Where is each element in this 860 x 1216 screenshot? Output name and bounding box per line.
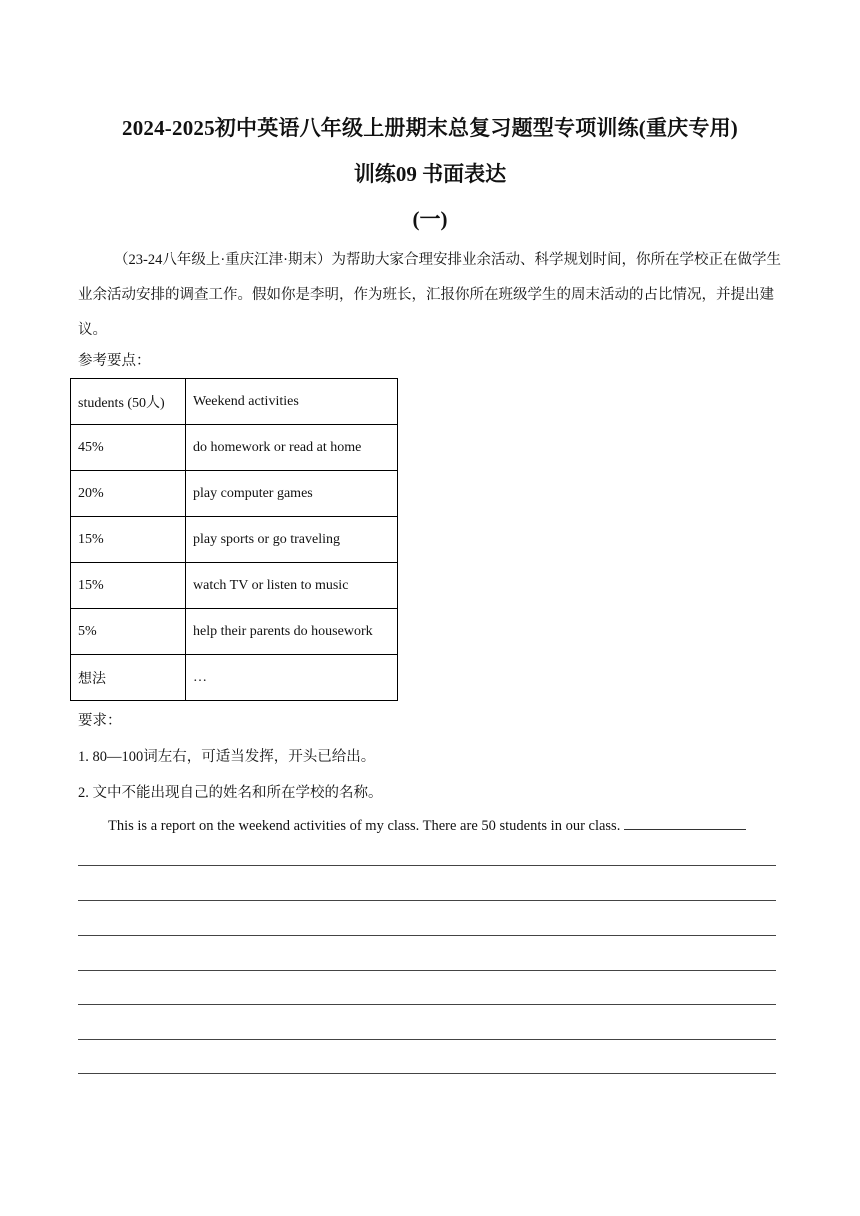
answer-line[interactable] bbox=[78, 900, 776, 901]
reference-points-label: 参考要点： bbox=[78, 353, 151, 369]
table-cell: Weekend activities bbox=[186, 379, 398, 425]
table-cell: 15% bbox=[71, 563, 186, 609]
table-cell: 想法 bbox=[71, 655, 186, 701]
answer-line[interactable] bbox=[78, 1073, 776, 1074]
table-cell: 45% bbox=[71, 425, 186, 471]
table-cell: watch TV or listen to music bbox=[186, 563, 398, 609]
table-cell: do homework or read at home bbox=[186, 425, 398, 471]
table-row bbox=[71, 425, 398, 471]
essay-opening bbox=[108, 817, 746, 835]
table-cell: 15% bbox=[71, 517, 186, 563]
answer-line[interactable] bbox=[78, 1004, 776, 1005]
document-title: 2024-2025初中英语八年级上册期末总复习题型专项训练(重庆专用) bbox=[122, 116, 738, 140]
reference-points-table bbox=[70, 378, 398, 701]
answer-line[interactable] bbox=[78, 1039, 776, 1040]
table-row bbox=[71, 563, 398, 609]
table-cell: … bbox=[186, 655, 398, 701]
requirement-item: 1. 80—100词左右，可适当发挥，开头已给出。 bbox=[78, 749, 376, 765]
table-cell: 5% bbox=[71, 609, 186, 655]
table-cell: 20% bbox=[71, 471, 186, 517]
answer-line[interactable] bbox=[78, 970, 776, 971]
answer-blank[interactable] bbox=[624, 817, 746, 830]
table-row bbox=[71, 471, 398, 517]
table-cell: play sports or go traveling bbox=[186, 517, 398, 563]
table-row bbox=[71, 517, 398, 563]
table-cell: help their parents do housework bbox=[186, 609, 398, 655]
essay-opening-text: This is a report on the weekend activities of my class. There are 50 students in our class. bbox=[108, 818, 621, 834]
requirements-label: 要求： bbox=[78, 713, 122, 729]
answer-line[interactable] bbox=[78, 865, 776, 866]
task-prompt: （23-24八年级上·重庆江津·期末）为帮助大家合理安排业余活动、科学规划时间，你所在学校正在做学生业余活动安排的调查工作。假如你是李明，作为班长，汇报你所在班级学生的周末活动的占比情况，并提出建议。 bbox=[78, 252, 781, 338]
section-number: (一) bbox=[412, 207, 448, 231]
table-row bbox=[71, 655, 398, 701]
table-row bbox=[71, 379, 398, 425]
table-row bbox=[71, 609, 398, 655]
requirement-item: 2. 文中不能出现自己的姓名和所在学校的名称。 bbox=[78, 785, 383, 801]
table-cell: students (50人) bbox=[71, 379, 186, 425]
exercise-title: 训练09 书面表达 bbox=[353, 162, 507, 186]
answer-line[interactable] bbox=[78, 935, 776, 936]
table-cell: play computer games bbox=[186, 471, 398, 517]
